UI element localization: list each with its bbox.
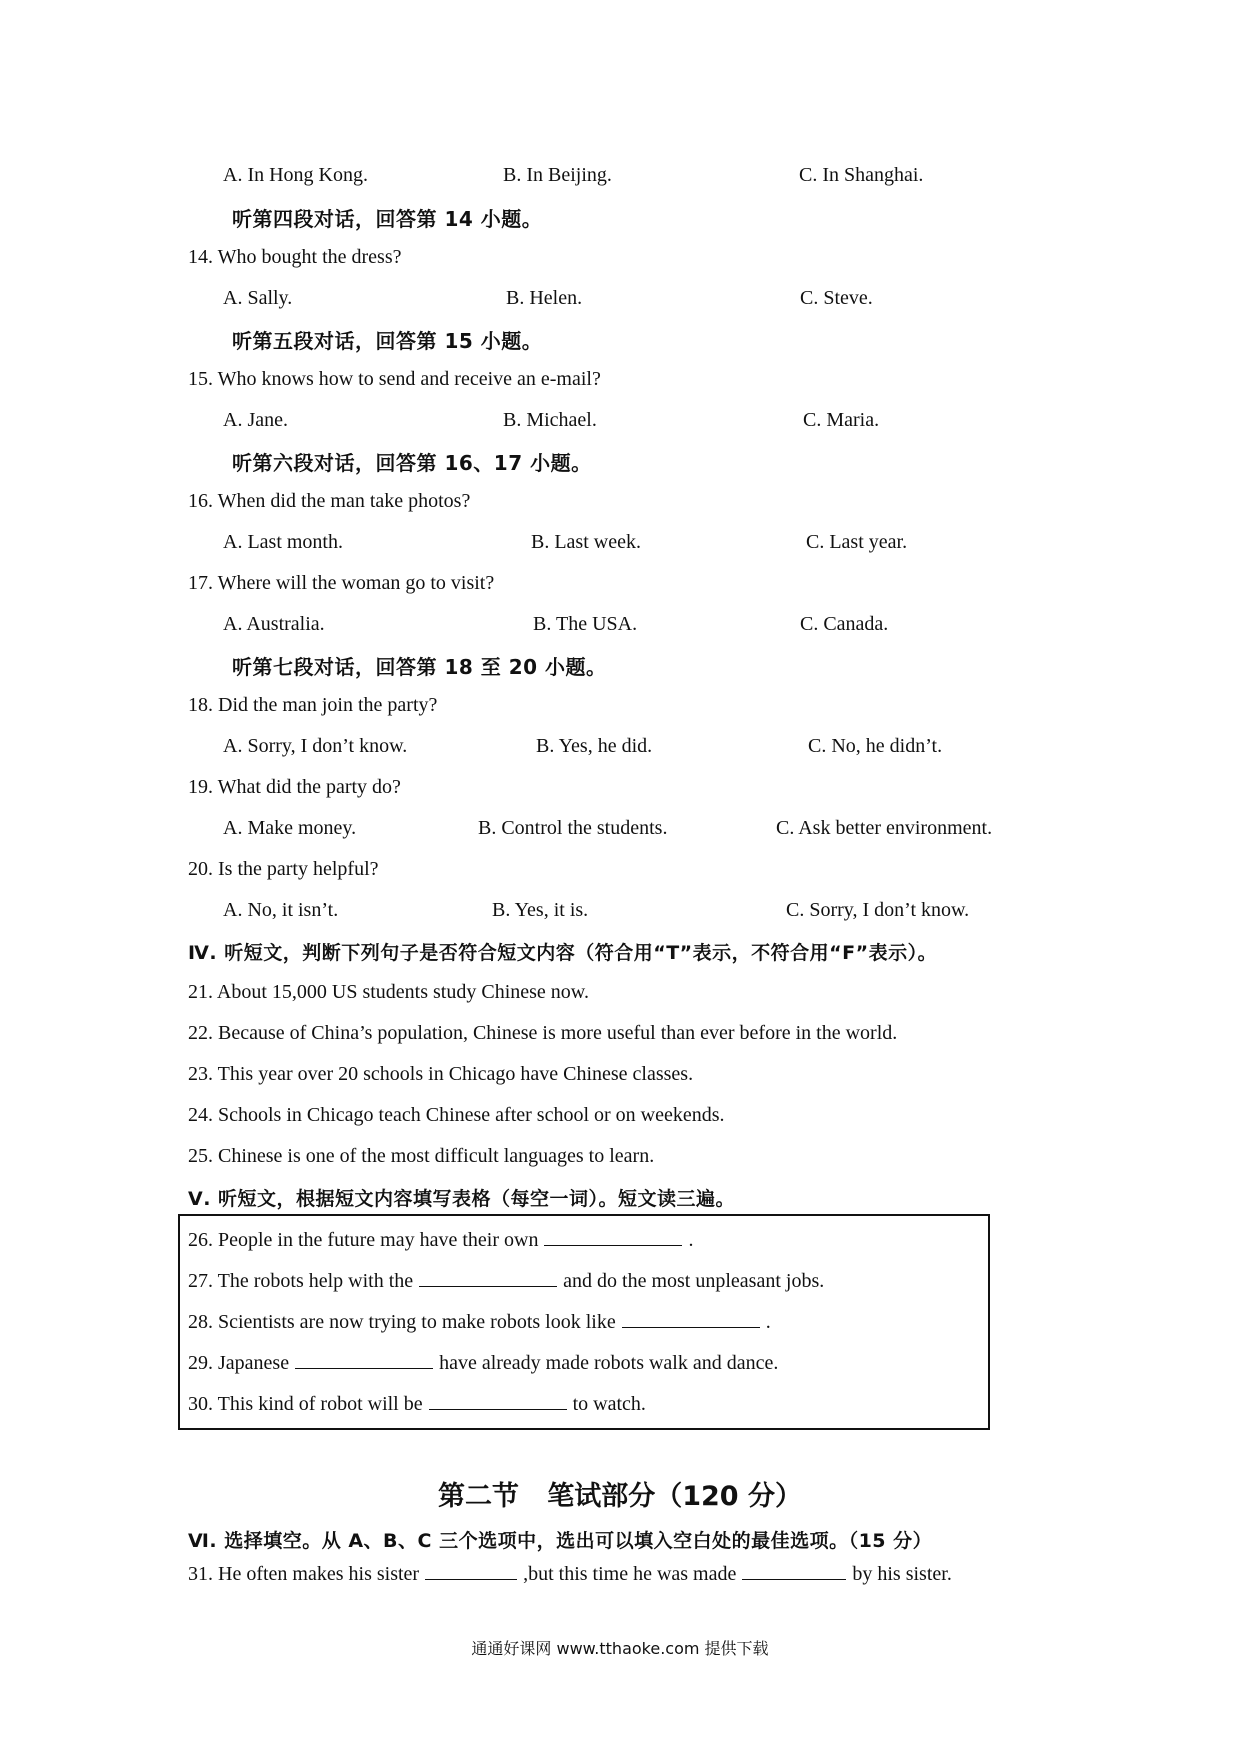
q15-option-b: B. Michael. (503, 409, 597, 431)
tf-statement-23: 23. This year over 20 schools in Chicago have Chinese classes. (188, 1063, 694, 1085)
page-footer: 通通好课网 www.tthaoke.com 提供下载 (471, 1639, 769, 1658)
tf-statement-22: 22. Because of China’s population, Chinese is more useful than ever before in the world. (188, 1022, 898, 1044)
answer-blank-29[interactable] (295, 1350, 433, 1369)
question-20: 20. Is the party helpful? (188, 858, 379, 880)
question-19: 19. What did the party do? (188, 776, 401, 798)
fill-item-29 (188, 1350, 778, 1375)
q17-option-a: A. Australia. (223, 613, 325, 635)
fill-item-26 (188, 1227, 693, 1252)
fill-28-text: 28. Scientists are now trying to make robots look like (188, 1311, 616, 1333)
q16-option-a: A. Last month. (223, 531, 343, 553)
tf-statement-25: 25. Chinese is one of the most difficult languages to learn. (188, 1145, 655, 1167)
q18-option-b: B. Yes, he did. (536, 735, 653, 757)
fill-30-text: 30. This kind of robot will be (188, 1393, 423, 1415)
q18-option-a: A. Sorry, I don’t know. (223, 735, 408, 757)
q15-option-a: A. Jane. (223, 409, 288, 431)
dialogue-6-heading: 听第六段对话，回答第 16、17 小题。 (232, 451, 592, 475)
q31-text-3: by his sister. (852, 1563, 952, 1585)
section-6-heading: Ⅵ. 选择填空。从 A、B、C 三个选项中，选出可以填入空白处的最佳选项。（15 分） (188, 1530, 933, 1552)
q14-option-c: C. Steve. (800, 287, 873, 309)
question-16: 16. When did the man take photos? (188, 490, 471, 512)
q19-option-b: B. Control the students. (478, 817, 668, 839)
answer-blank-27[interactable] (419, 1268, 557, 1287)
q14-option-a: A. Sally. (223, 287, 293, 309)
tf-statement-21: 21. About 15,000 US students study Chinese now. (188, 981, 589, 1003)
q13-option-a: A. In Hong Kong. (223, 164, 368, 186)
answer-blank-30[interactable] (429, 1391, 567, 1410)
part-2-title: 第二节 笔试部分（120 分） (438, 1481, 802, 1512)
fill-29-text: 29. Japanese (188, 1352, 290, 1374)
fill-29-end: have already made robots walk and dance. (439, 1352, 779, 1374)
q18-option-c: C. No, he didn’t. (808, 735, 943, 757)
question-18: 18. Did the man join the party? (188, 694, 438, 716)
tf-statement-24: 24. Schools in Chicago teach Chinese after school or on weekends. (188, 1104, 725, 1126)
answer-blank-28[interactable] (622, 1309, 760, 1328)
q17-option-b: B. The USA. (533, 613, 638, 635)
q16-option-b: B. Last week. (531, 531, 641, 553)
question-14: 14. Who bought the dress? (188, 246, 402, 268)
fill-item-28 (188, 1309, 771, 1334)
dialogue-4-heading: 听第四段对话，回答第 14 小题。 (232, 207, 543, 231)
answer-blank-31b[interactable] (742, 1561, 846, 1580)
q14-option-b: B. Helen. (506, 287, 583, 309)
q15-option-c: C. Maria. (803, 409, 880, 431)
section-4-heading: Ⅳ. 听短文，判断下列句子是否符合短文内容（符合用“T”表示，不符合用“F”表示）。 (188, 942, 938, 964)
answer-blank-26[interactable] (544, 1227, 682, 1246)
fill-item-30 (188, 1391, 646, 1416)
fill-30-end: to watch. (572, 1393, 646, 1415)
q20-option-a: A. No, it isn’t. (223, 899, 339, 921)
question-15: 15. Who knows how to send and receive an e-mail? (188, 368, 601, 390)
q31-text-1: 31. He often makes his sister (188, 1563, 420, 1585)
section-5-heading: Ⅴ. 听短文，根据短文内容填写表格（每空一词）。短文读三遍。 (188, 1188, 736, 1210)
answer-blank-31a[interactable] (425, 1561, 517, 1580)
q13-option-b: B. In Beijing. (503, 164, 612, 186)
q19-option-a: A. Make money. (223, 817, 357, 839)
fill-26-end: . (688, 1229, 694, 1251)
q16-option-c: C. Last year. (806, 531, 908, 553)
q19-option-c: C. Ask better environment. (776, 817, 993, 839)
fill-28-end: . (765, 1311, 771, 1333)
fill-27-end: and do the most unpleasant jobs. (563, 1270, 825, 1292)
q20-option-b: B. Yes, it is. (492, 899, 589, 921)
fill-item-27 (188, 1268, 824, 1293)
dialogue-7-heading: 听第七段对话，回答第 18 至 20 小题。 (232, 655, 607, 679)
question-17: 17. Where will the woman go to visit? (188, 572, 495, 594)
q13-option-c: C. In Shanghai. (799, 164, 924, 186)
fill-26-text: 26. People in the future may have their own (188, 1229, 539, 1251)
question-31 (188, 1561, 952, 1586)
q17-option-c: C. Canada. (800, 613, 889, 635)
q20-option-c: C. Sorry, I don’t know. (786, 899, 970, 921)
fill-27-text: 27. The robots help with the (188, 1270, 414, 1292)
dialogue-5-heading: 听第五段对话，回答第 15 小题。 (232, 329, 543, 353)
q31-text-2: ,but this time he was made (523, 1563, 737, 1585)
